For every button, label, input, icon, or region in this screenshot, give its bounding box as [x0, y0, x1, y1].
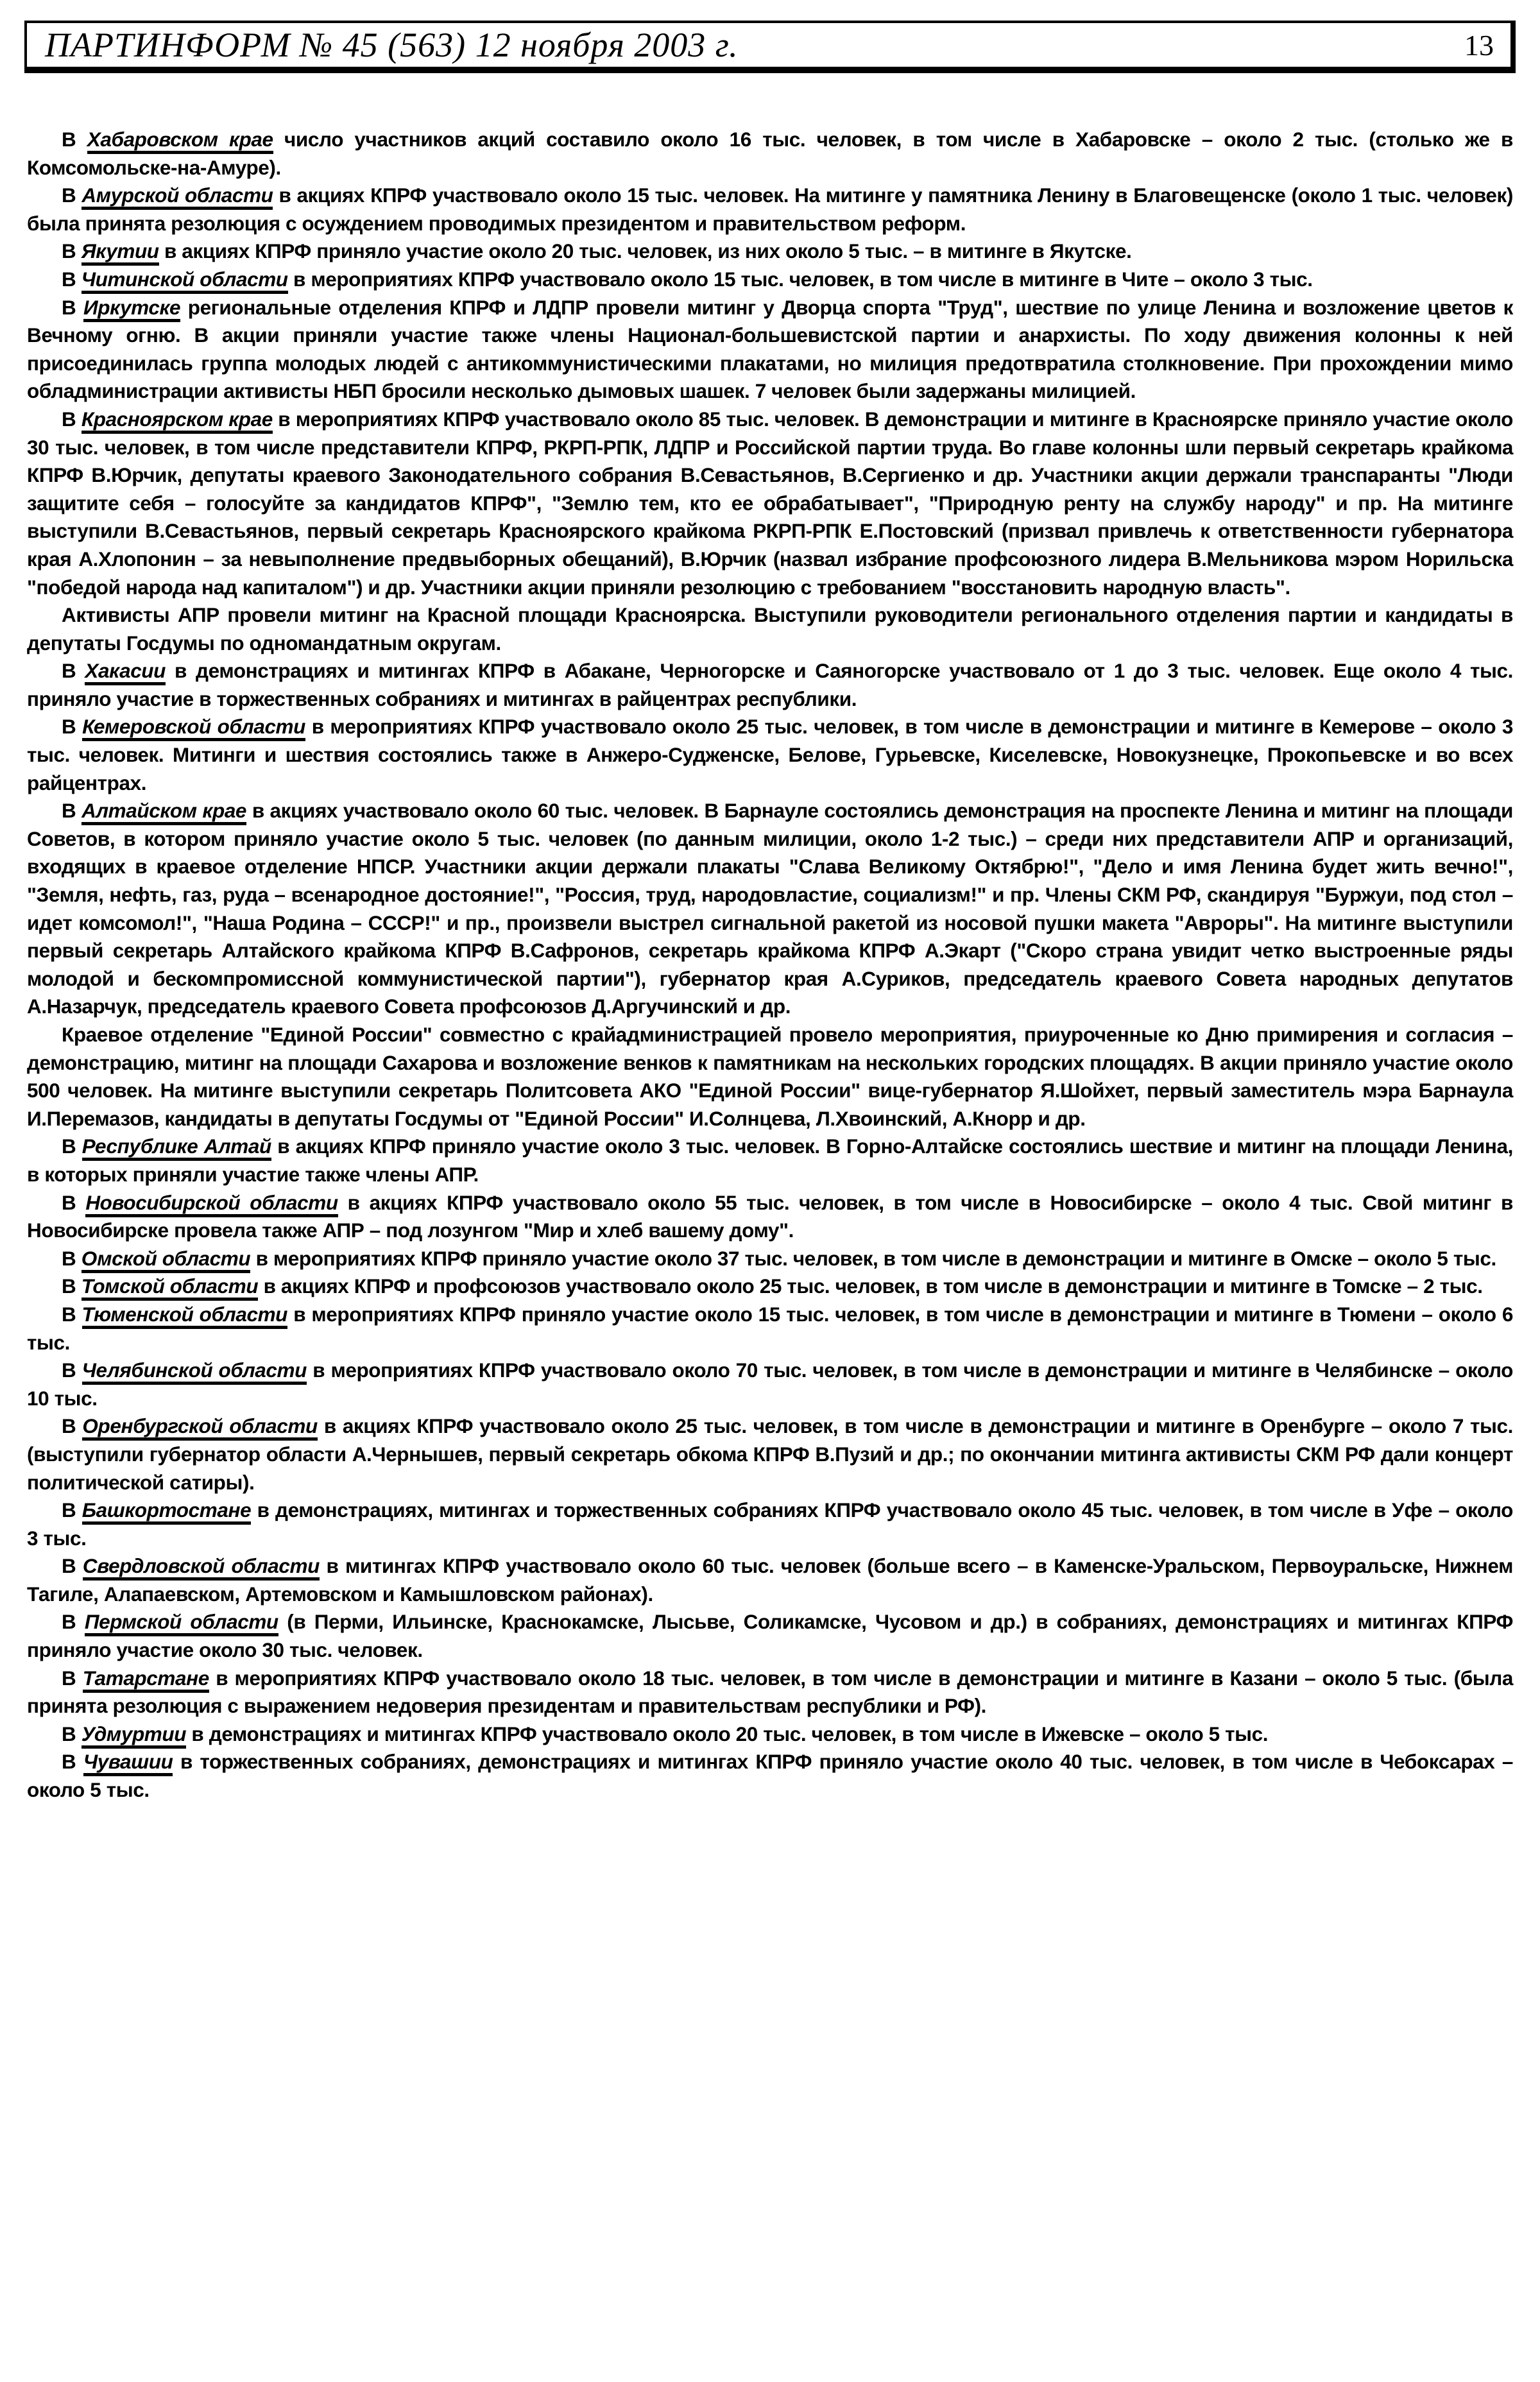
paragraph-intro: В [62, 1722, 81, 1745]
paragraph-text: в демонстрациях и митингах КПРФ участвовало около 20 тыс. человек, в том числе в Ижевске – около 5 тыс. [186, 1722, 1269, 1745]
paragraph-text: в мероприятиях КПРФ участвовало около 18 тыс. человек, в том числе в демонстрации и митинге в Казани – около 5 тыс. (была принята резолюция с выражением недоверия президентам и правительствам республики и РФ). [27, 1666, 1514, 1718]
paragraph-intro: В [62, 1358, 82, 1382]
region-lead: Хакасии [85, 659, 166, 685]
paragraph [27, 1301, 1513, 1357]
region-lead: Хабаровском крае [87, 128, 273, 154]
region-lead: Якутии [81, 239, 159, 266]
paragraph-intro: В [62, 267, 81, 291]
paragraph-intro: В [62, 128, 87, 151]
paragraph-text: число участников акций составило около 16 тыс. человек, в том числе в Хабаровске – около 2 тыс. (столько же в Комсомольске-на-Амуре). [27, 128, 1514, 179]
paragraph [27, 1552, 1513, 1608]
page-header [24, 21, 1516, 73]
region-lead: Амурской области [81, 184, 273, 210]
newsletter-title: ПАРТИНФОРМ № 45 (563) 12 ноября 2003 г. [45, 26, 739, 64]
paragraph [27, 266, 1513, 294]
paragraph-text: в демонстрациях и митингах КПРФ в Абакане, Черногорске и Саяногорске участвовало от 1 до 3 тыс. человек. Еще около 4 тыс. приняло участие в торжественных собраниях и митингах в райцентрах республики. [27, 659, 1513, 710]
paragraph-text: в акциях КПРФ и профсоюзов участвовало около 25 тыс. человек, в том числе в демонстрации и митинге в Томске – 2 тыс. [258, 1274, 1483, 1298]
region-lead: Читинской области [81, 268, 288, 294]
paragraph-text: (в Перми, Ильинске, Краснокамске, Лысьве, Соликамске, Чусовом и др.) в собраниях, демонстрациях и митингах КПРФ приняло участие около 30 тыс. человек. [27, 1610, 1513, 1662]
paragraph-intro: В [62, 184, 82, 207]
paragraph-intro: В [62, 1274, 81, 1298]
paragraph [27, 601, 1513, 657]
paragraph-intro: В [62, 407, 81, 431]
region-lead: Тюменской области [82, 1303, 287, 1329]
paragraph [27, 1665, 1513, 1720]
paragraph-intro: В [62, 659, 85, 683]
region-lead: Кемеровской области [82, 715, 305, 741]
paragraph-text: Активисты АПР провели митинг на Красной площади Красноярска. Выступили руководители регионального отделения партии и кандидаты в депутаты Госдумы по одномандатным округам. [27, 603, 1513, 655]
paragraph [27, 1608, 1513, 1664]
paragraph-intro: В [62, 715, 83, 739]
paragraph-intro: В [62, 799, 82, 823]
paragraph [27, 1357, 1513, 1412]
article-body [27, 126, 1513, 1804]
paragraph [27, 797, 1513, 1021]
paragraph-text: в мероприятиях КПРФ приняло участие около 37 тыс. человек, в том числе в демонстрации и митинге в Омске – около 5 тыс. [250, 1246, 1496, 1270]
paragraph-intro: В [62, 1135, 82, 1158]
page-number: 13 [1464, 28, 1494, 62]
region-lead: Челябинской области [82, 1358, 307, 1385]
paragraph-intro: В [62, 1190, 86, 1214]
region-lead: Алтайском крае [81, 799, 246, 825]
region-lead: Новосибирской области [85, 1191, 338, 1217]
paragraph [27, 1748, 1513, 1804]
paragraph-text: региональные отделения КПРФ и ЛДПР провели митинг у Дворца спорта "Труд", шествие по улице Ленина и возложение цветов к Вечному огню. В акции приняли участие также члены Национал-большевистской партии и анархисты. По ходу движения колонны к ней присоединилась группа молодых людей с антикоммунистическими плакатами, но милиция предотвратила столкновение. При прохождении мимо обладминистрации активисты НБП бросили несколько дымовых шашек. 7 человек были задержаны милицией. [27, 295, 1513, 403]
paragraph-text: Краевое отделение "Единой России" совместно с крайадминистрацией провело мероприятия, приуроченные ко Дню примирения и согласия – демонстрацию, митинг на площади Сахарова и возложение венков к памятникам на нескольких городских площадях. В акции приняло участие около 500 человек. На митинге выступили секретарь Политсовета АКО "Единой России" вице-губернатор Я.Шойхет, первый заместитель мэра Барнаула И.Перемазов, кандидаты в депутаты Госдумы от "Единой России" И.Солнцева, Л.Хвоинский, А.Кнорр и др. [27, 1023, 1513, 1130]
paragraph-text: в митингах КПРФ участвовало около 60 тыс. человек (больше всего – в Каменске-Уральском, Первоуральске, Нижнем Тагиле, Алапаевском, Артемовском и Камышловском районах). [27, 1554, 1513, 1606]
paragraph-intro: В [62, 1554, 83, 1578]
paragraph [27, 657, 1513, 713]
paragraph [27, 406, 1513, 601]
paragraph-text: в акциях КПРФ участвовало около 15 тыс. человек. На митинге у памятника Ленину в Благовещенске (около 1 тыс. человек) была принята резолюция с осуждением проводимых президентом и правительством реформ. [27, 184, 1513, 235]
region-lead: Оренбургской области [82, 1414, 317, 1441]
paragraph-text: в мероприятиях КПРФ участвовало около 85 тыс. человек. В демонстрации и митинге в Красноярске приняло участие около 30 тыс. человек, в том числе представители КПРФ, РКРП-РПК, ЛДПР и Российской партии труда. Во главе колонны шли первый секретарь крайкома КПРФ В.Юрчик, депутаты краевого Законодательного собрания В.Севастьянов, В.Сергиенко и др. Участники акции держали транспаранты "Люди защитите себя – голосуйте за кандидатов КПРФ", "Землю тем, кто ее обрабатывает", "Природную ренту на службу народу" и пр. На митинге выступили В.Севастьянов, первый секретарь Красноярского крайкома РКРП-РПК Е.Постовский (призвал привлечь к ответственности губернатора края А.Хлопонин – за невыполнение предвыборных обещаний), В.Юрчик (назвал избрание профсоюзного лидера В.Мельникова мэром Норильска "победой народа над капиталом") и др. Участники акции приняли резолюцию с требованием "восстановить народную власть". [27, 407, 1513, 599]
paragraph-text: в мероприятиях КПРФ участвовало около 25 тыс. человек, в том числе в демонстрации и митинге в Кемерове – около 3 тыс. человек. Митинги и шествия состоялись также в Анжеро-Судженске, Белове, Гурьевске, Киселевске, Новокузнецке, Прокопьевске и во всех райцентрах. [27, 715, 1513, 794]
paragraph-intro: В [62, 1302, 82, 1326]
paragraph-intro: В [62, 239, 81, 263]
paragraph [27, 126, 1513, 182]
paragraph-text: в акциях КПРФ приняло участие около 20 тыс. человек, из них около 5 тыс. – в митинге в Якутске. [158, 239, 1132, 263]
region-lead: Чувашии [83, 1750, 173, 1776]
region-lead: Свердловской области [83, 1554, 320, 1581]
paragraph-text: в мероприятиях КПРФ участвовало около 15 тыс. человек, в том числе в митинге в Чите – около 3 тыс. [287, 267, 1313, 291]
paragraph-intro: В [62, 1750, 83, 1774]
region-lead: Республике Алтай [82, 1135, 271, 1161]
region-lead: Удмуртии [81, 1722, 186, 1749]
paragraph [27, 1272, 1513, 1301]
paragraph [27, 1021, 1513, 1133]
paragraph-text: в акциях КПРФ участвовало около 25 тыс. человек, в том числе в демонстрации и митинге в Оренбурге – около 7 тыс. (выступили губернатор области А.Чернышев, первый секретарь обкома КПРФ В.Пузий и др.; по окончании митинга активисты СКМ РФ дали концерт политической сатиры). [27, 1414, 1513, 1494]
paragraph-intro: В [62, 1666, 83, 1690]
paragraph [27, 182, 1513, 237]
paragraph-intro: В [62, 1610, 85, 1634]
paragraph-text: в демонстрациях, митингах и торжественных собраниях КПРФ участвовало около 45 тыс. человек, в том числе в Уфе – около 3 тыс. [27, 1498, 1513, 1550]
paragraph-intro: В [62, 1498, 82, 1522]
paragraph [27, 1720, 1513, 1749]
paragraph [27, 1496, 1513, 1552]
paragraph-intro: В [62, 1414, 83, 1438]
paragraph-text: в мероприятиях КПРФ приняло участие около 15 тыс. человек, в том числе в демонстрации и митинге в Тюмени – около 6 тыс. [27, 1302, 1513, 1354]
paragraph-intro: В [62, 295, 83, 319]
paragraph-text: в акциях участвовало около 60 тыс. человек. В Барнауле состоялись демонстрация на проспекте Ленина и митинг на площади Советов, в котором приняло участие около 5 тыс. человек (по данным милиции, около 1-2 тыс.) – среди них представители АПР и организаций, входящих в краевое отделение НПСР. Участники акции держали плакаты "Слава Великому Октябрю!", "Дело и имя Ленина будет жить вечно!", "Земля, нефть, газ, руда – всенародное достояние!", "Россия, труд, народовластие, социализм!" и пр. Члены СКМ РФ, скандируя "Буржуи, под стол – идет комсомол!", "Наша Родина – СССР!" и пр., произвели выстрел сигнальной ракетой из носовой пушки макета "Авроры". На митинге выступили первый секретарь Алтайского крайкома КПРФ В.Сафронов, секретарь крайкома КПРФ А.Экарт ("Скоро страна увидит четко выстроенные ряды молодой и бескомпромиссной коммунистической партии"), губернатор края А.Суриков, председатель краевого Совета народных депутатов А.Назарчук, председатель краевого Совета профсоюзов Д.Аргучинский и др. [27, 799, 1513, 1018]
paragraph [27, 713, 1513, 797]
paragraph [27, 1245, 1513, 1273]
paragraph-text: в акциях КПРФ участвовало около 55 тыс. человек, в том числе в Новосибирске – около 4 тыс. Свой митинг в Новосибирске провела также АПР – под лозунгом "Мир и хлеб вашему дому". [27, 1190, 1514, 1242]
region-lead: Башкортостане [82, 1498, 252, 1525]
paragraph-text: в торжественных собраниях, демонстрациях и митингах КПРФ приняло участие около 40 тыс. человек, в том числе в Чебоксарах – около 5 тыс. [27, 1750, 1514, 1802]
paragraph-text: в акциях КПРФ приняло участие около 3 тыс. человек. В Горно-Алтайске состоялись шествие и митинг на площади Ленина, в которых приняли участие также члены АПР. [27, 1135, 1513, 1186]
region-lead: Томской области [81, 1274, 259, 1301]
paragraph [27, 1189, 1513, 1245]
paragraph-intro: В [62, 1246, 81, 1270]
paragraph-text: в мероприятиях КПРФ участвовало около 70 тыс. человек, в том числе в демонстрации и митинге в Челябинске – около 10 тыс. [27, 1358, 1514, 1410]
paragraph [27, 1412, 1513, 1496]
region-lead: Пермской области [85, 1610, 278, 1636]
paragraph [27, 294, 1513, 406]
region-lead: Иркутске [83, 296, 180, 322]
region-lead: Красноярском крае [81, 407, 273, 434]
region-lead: Татарстане [83, 1667, 209, 1693]
paragraph [27, 237, 1513, 266]
paragraph [27, 1133, 1513, 1188]
region-lead: Омской области [81, 1247, 251, 1273]
